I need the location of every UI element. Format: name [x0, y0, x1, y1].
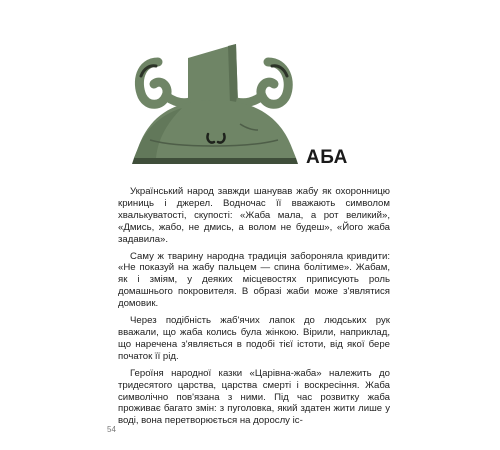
article-body	[118, 186, 390, 432]
paragraph: Український народ завжди шанував жабу як охоронницю криниць і джерел. Водночас її вважають символом хвалькуватості, скупості: «Жаба мала, а рот великий», «Дмись, жабо, не дмись, а волом не будеш», «Його жаба задавила».	[118, 186, 390, 245]
frog-letter-zh-icon	[128, 44, 304, 164]
paragraph: Через подібність жаб'ячих лапок до людських рук вважали, що жаба колись була жінкою. Вірили, наприклад, що наречена з'являється в подобі тієї істоти, від якої бере початок її рід.	[118, 315, 390, 362]
page-number: 54	[107, 425, 116, 434]
paragraph: Героїня народної казки «Царівна-жаба» належить до тридесятого царства, царства смерті і воскресіння. Жаба символічно пов'язана з ними. Під час розвитку жаба проживає багато змін: з пуголовка, який здатен жити лише у воді, вона перетворюється на дорослу іс-	[118, 367, 390, 427]
paragraph: Саму ж тварину народна традиція забороняла кривдити: «Не показуй на жабу пальцем — спина болітиме». Жабам, як і зміям, у деяких місцевостях приписують роль домашнього покровителя. В образі жаби може з'являтися домовик.	[118, 250, 390, 310]
heading: АБА	[306, 147, 348, 168]
